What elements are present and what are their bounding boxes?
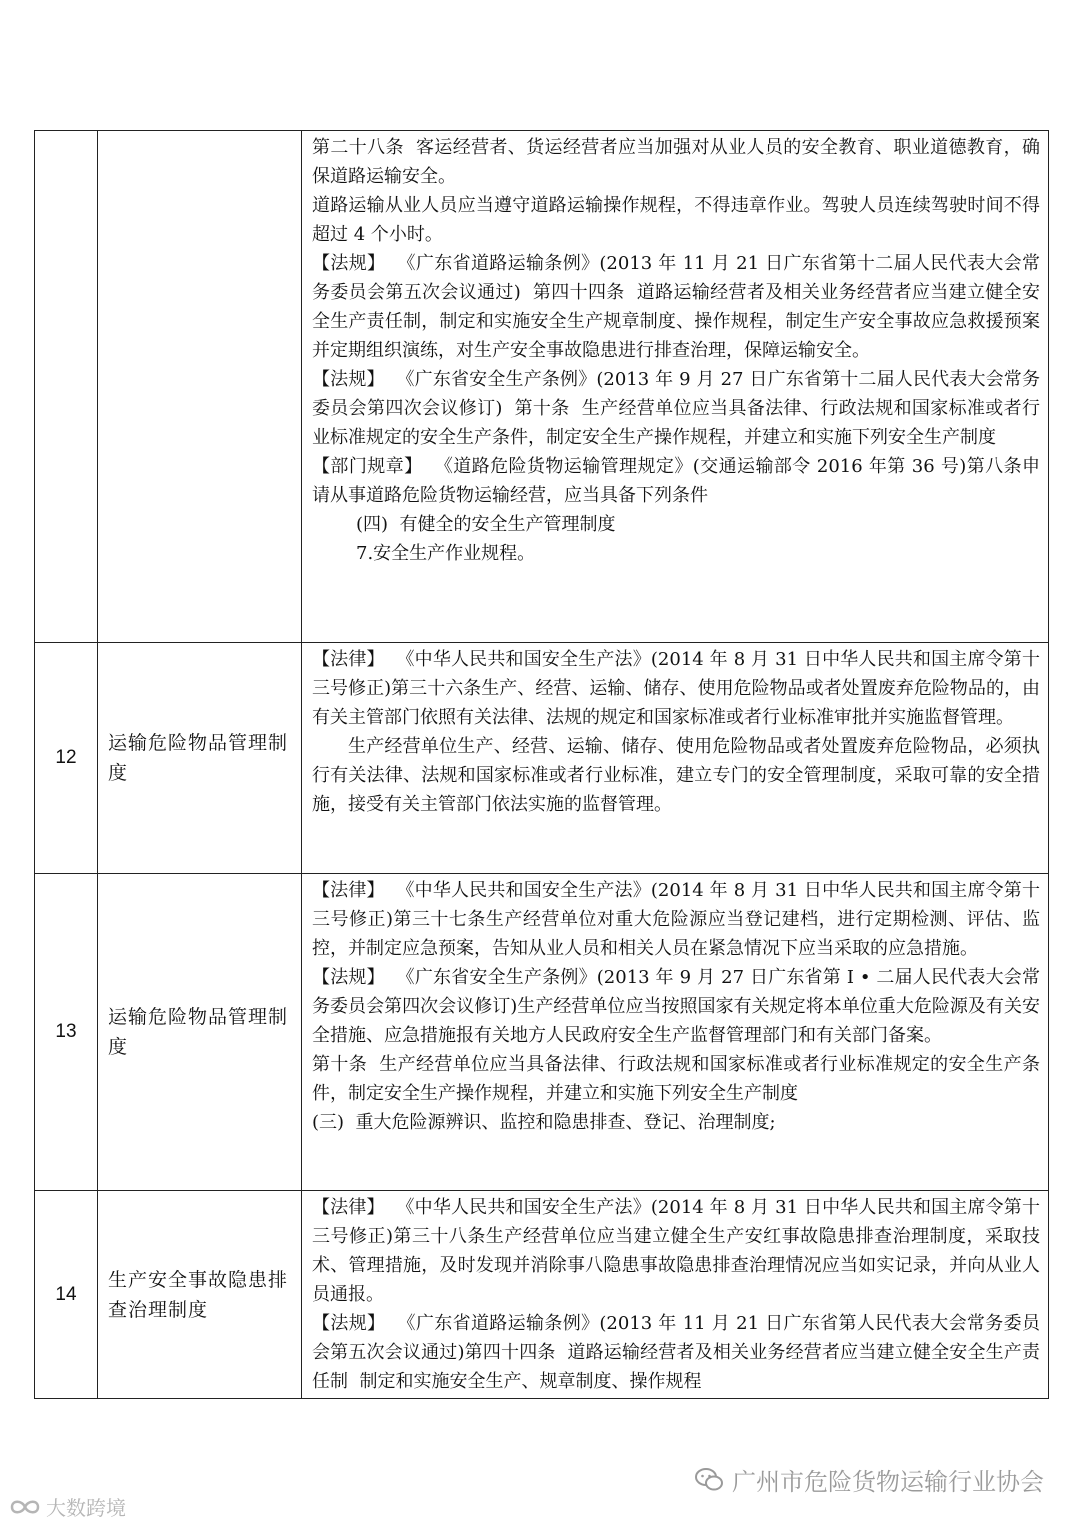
regulation-table [34,130,1049,1399]
system-name-cell [98,131,302,643]
item-number-cell: 13 [35,874,98,1191]
legal-paragraph: 【法律】 《中华人民共和国安全生产法》(2014 年 8 月 31 日中华人民共和国主席令第十三号修正)第三十八条生产经营单位应当建立健全生产安红事故隐患排查治理制度，采取技术、管理措施，及时发现并消除事八隐患事故隐患排查治理情况应当如实记录，并向从业人员通报。 [312,1197,1040,1305]
legal-paragraph: (四) 有健全的安全生产管理制度 [356,514,616,535]
legal-paragraph: 生产经营单位生产、经营、运输、储存、使用危险物品或者处置废弃危险物品，必须执行有关法律、法规和国家标准或者行业标准，建立专门的安全管理制度，采取可靠的安全措施，接受有关主管部门依法实施的监督管理。 [312,736,1040,815]
wechat-icon [694,1467,724,1493]
legal-basis-cell [302,1191,1049,1399]
legal-paragraph: 【法律】 《中华人民共和国安全生产法》(2014 年 8 月 31 日中华人民共和国主席令第十三号修正)第三十六条生产、经营、运输、储存、使用危险物品或者处置废弃危险物品的，由有关主管部门依照有关法律、法规的规定和国家标准或者行业标准审批并实施监督管理。 [312,649,1040,728]
item-number-cell: 14 [35,1191,98,1399]
table-row [35,874,1049,1191]
legal-basis-cell [302,643,1049,874]
legal-paragraph: 【法规】 《广东省安全生产条例》(2013 年 9 月 27 日广东省第十二届人民代表大会常务委员会第四次会议修订) 第十条 生产经营单位应当具备法律、行政法规和国家标准或者行业标准规定的安全生产条件，制定安全生产操作规程，并建立和实施下列安全生产制度 [312,369,1040,448]
table-row [35,131,1049,643]
system-name-cell: 生产安全事故隐患排查治理制度 [98,1191,302,1399]
legal-paragraph: 【部门规章】 《道路危险货物运输管理规定》(交通运输部令 2016 年第 36 号)第八条申请从事道路危险货物运输经营，应当具备下列条件 [312,456,1040,506]
legal-paragraph: (三) 重大危险源辨识、监控和隐患排查、登记、治理制度; [312,1112,776,1133]
legal-paragraph: 第十条 生产经营单位应当具备法律、行政法规和国家标准或者行业标准规定的安全生产条件，制定安全生产操作规程，并建立和实施下列安全生产制度 [312,1054,1040,1104]
system-name-cell: 运输危险物品管理制度 [98,874,302,1191]
item-number-cell: 12 [35,643,98,874]
source-watermark [8,1492,126,1521]
item-number-cell [35,131,98,643]
legal-paragraph: 【法规】 《广东省道路运输条例》(2013 年 11 月 21 日广东省第人民代表大会常务委员会第五次会议通过)第四十四条 道路运输经营者及相关业务经营者应当建立健全安全生产责任制 制定和实施安全生产、规章制度、操作规程 [312,1313,1040,1392]
legal-basis-cell [302,131,1049,643]
association-watermark-text: 广州市危险货物运输行业协会 [732,1469,1044,1496]
table-row [35,643,1049,874]
association-watermark [694,1462,1044,1497]
legal-paragraph: 【法规】 《广东省道路运输条例》(2013 年 11 月 21 日广东省第十二届人民代表大会常务委员会第五次会议通过) 第四十四条 道路运输经营者及相关业务经营者应当建立健全安全生产责任制，制定和实施安全生产规章制度、操作规程，制定生产安全事故应急救援预案并定期组织演练，对生产安全事故隐患进行排查治理，保障运输安全。 [312,253,1040,361]
table-row [35,1191,1049,1399]
legal-paragraph: 道路运输从业人员应当遵守道路运输操作规程，不得违章作业。驾驶人员连续驾驶时间不得超过 4 个小时。 [312,195,1040,245]
infinity-logo-icon [8,1496,42,1518]
legal-basis-cell [302,874,1049,1191]
source-watermark-text: 大数跨境 [46,1498,126,1520]
legal-paragraph: 7.安全生产作业规程。 [356,543,536,564]
legal-paragraph: 【法律】 《中华人民共和国安全生产法》(2014 年 8 月 31 日中华人民共和国主席令第十三号修正)第三十七条生产经营单位对重大危险源应当登记建档，进行定期检测、评估、监控，并制定应急预案，告知从业人员和相关人员在紧急情况下应当采取的应急措施。 [312,880,1040,959]
system-name-cell: 运输危险物品管理制度 [98,643,302,874]
legal-paragraph: 第二十八条 客运经营者、货运经营者应当加强对从业人员的安全教育、职业道德教育，确保道路运输安全。 [312,137,1040,187]
legal-paragraph: 【法规】 《广东省安全生产条例》(2013 年 9 月 27 日广东省第 I • 二届人民代表大会常务委员会第四次会议修订)生产经营单位应当按照国家有关规定将本单位重大危险源及有关安全措施、应急措施报有关地方人民政府安全生产监督管理部门和有关部门备案。 [312,967,1040,1046]
